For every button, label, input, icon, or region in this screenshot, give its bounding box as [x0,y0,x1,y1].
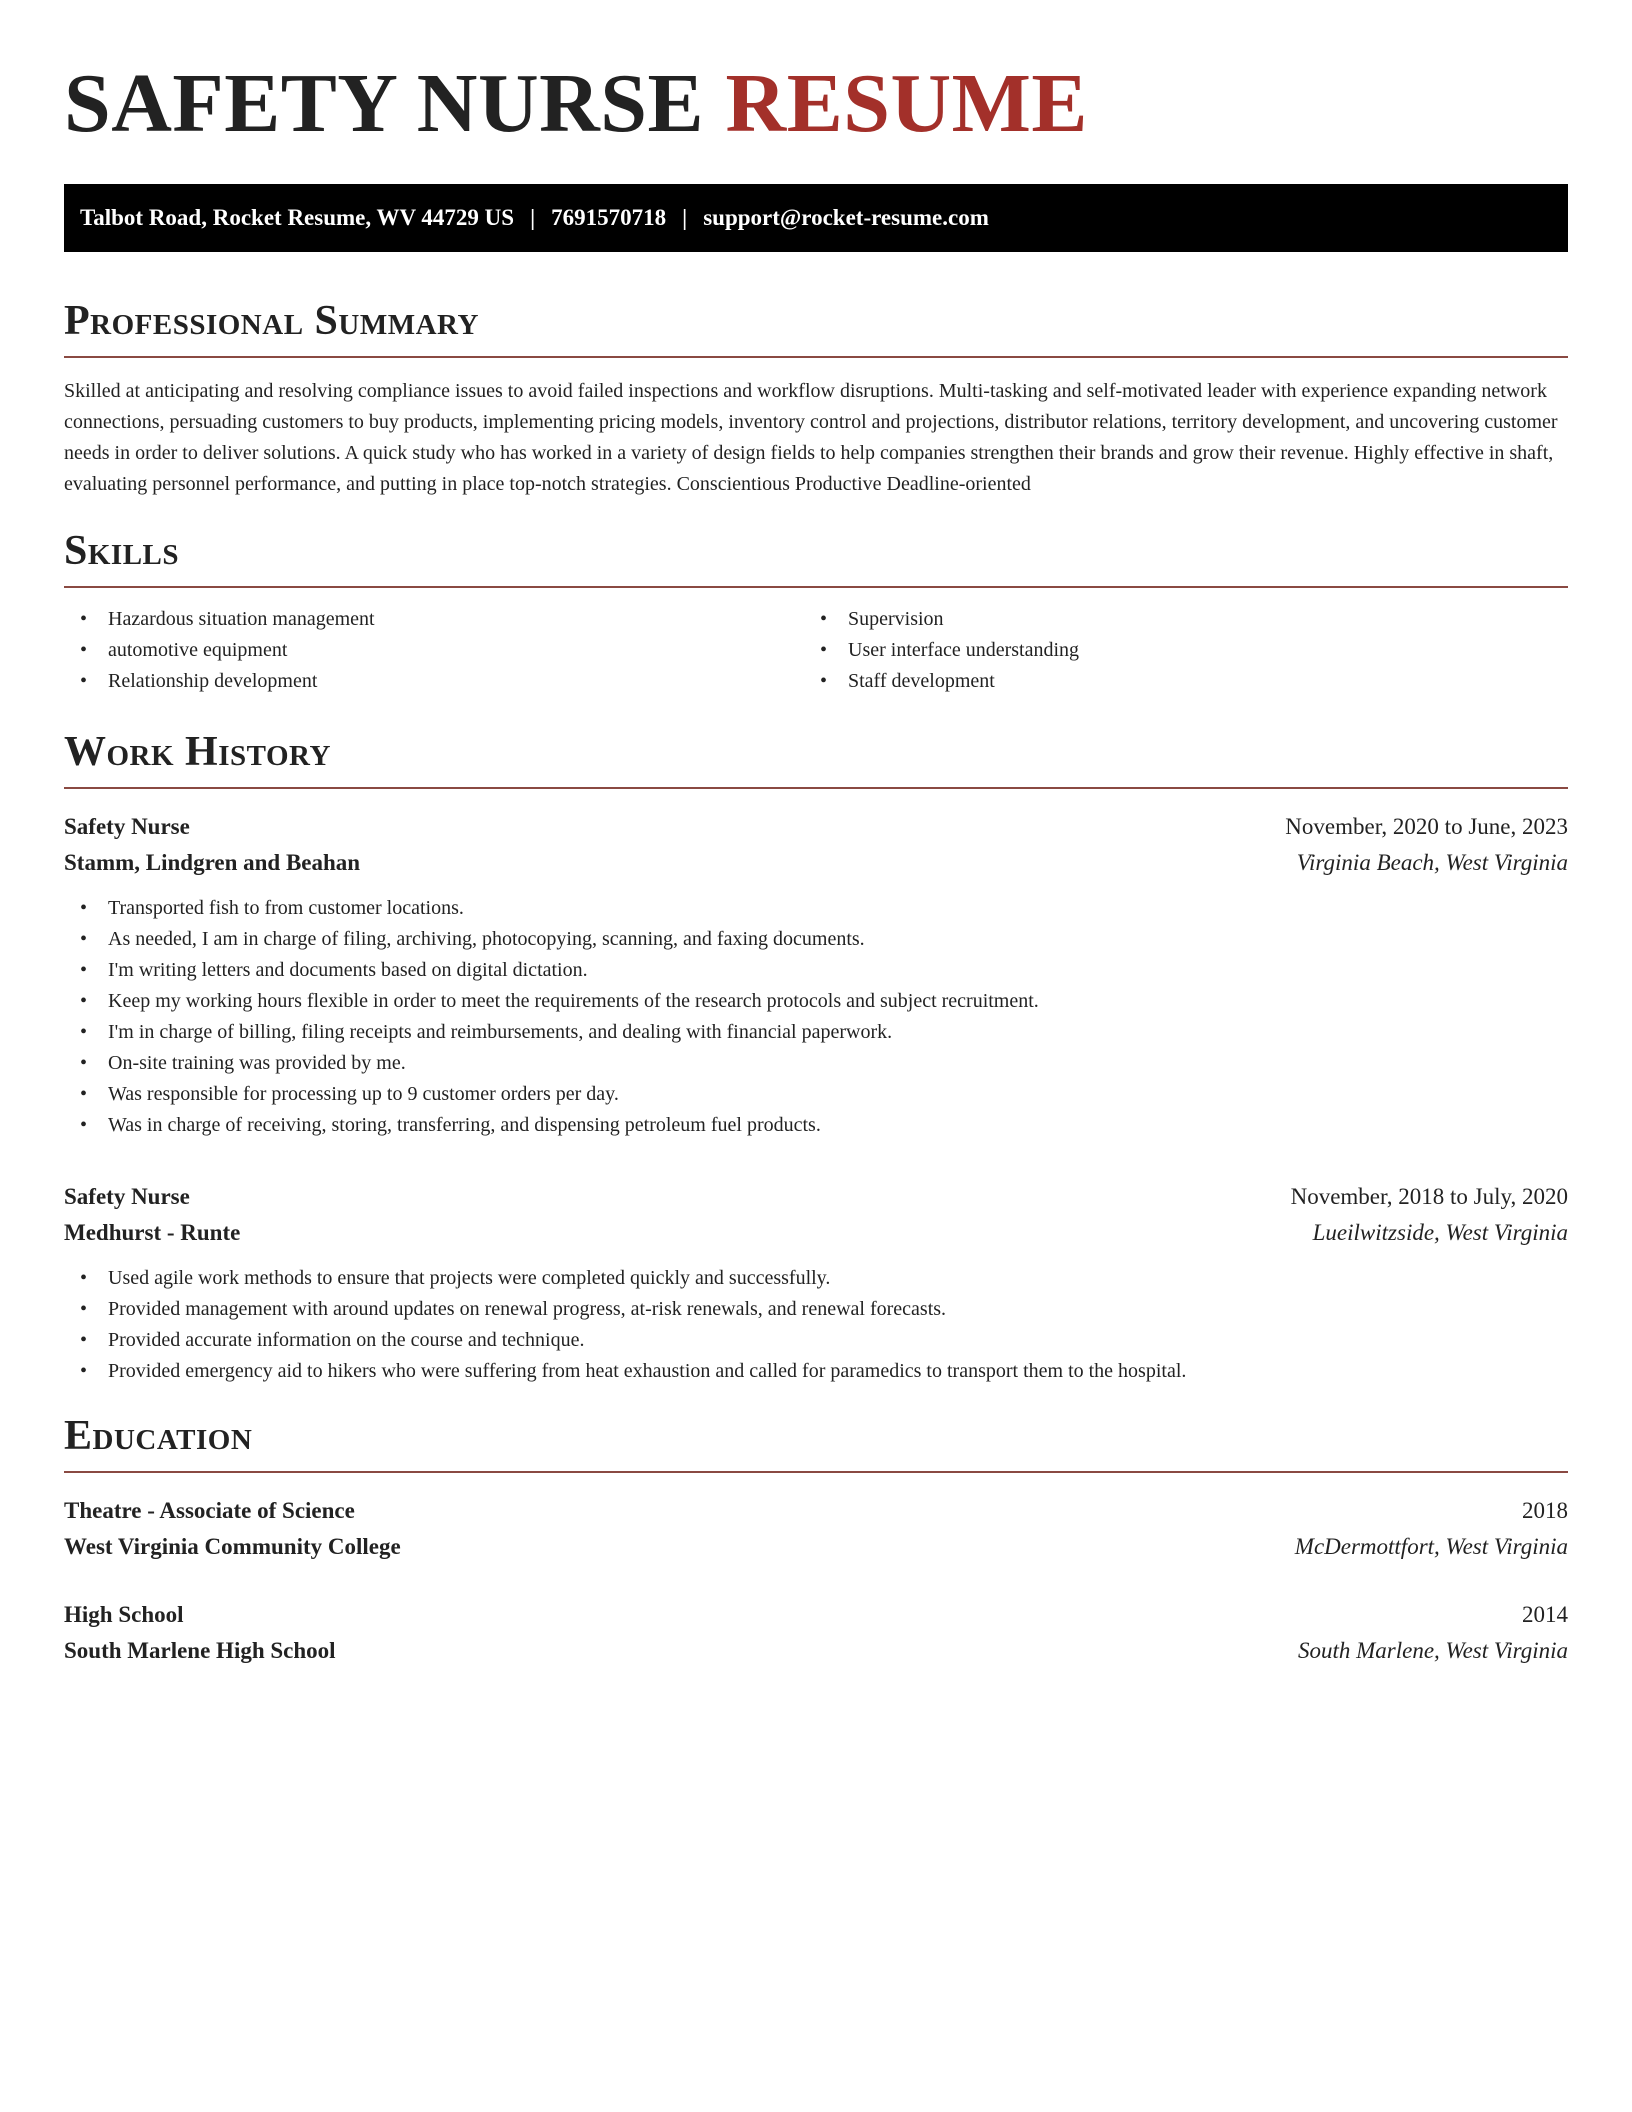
contact-address: Talbot Road, Rocket Resume, WV 44729 US [80,205,515,230]
education-degree-row [64,1597,1568,1633]
job-bullet: • I'm in charge of billing, filing receipts and reimbursements, and dealing with financial paperwork. [64,1017,1568,1048]
job-bullet: • Transported fish to from customer locations. [64,893,1568,924]
education-entry [64,1493,1568,1565]
summary-heading: Professional Summary [64,296,1568,358]
job-bullet: • Keep my working hours flexible in order to meet the requirements of the research protocols and subject recruitment. [64,986,1568,1017]
skill-item: • User interface understanding [804,635,1544,666]
education-year: 2014 [1522,1602,1568,1627]
job-title: Safety Nurse [64,1184,190,1209]
skill-item: • Staff development [804,666,1544,697]
job-bullets [64,1263,1568,1387]
work-history-heading: Work History [64,727,1568,789]
job-bullet: • Was responsible for processing up to 9 customer orders per day. [64,1079,1568,1110]
education-school: South Marlene High School [64,1638,336,1663]
education-location: South Marlene, West Virginia [1297,1638,1568,1663]
skills-column-right [804,604,1544,697]
title-main: SAFETY NURSE [64,57,705,150]
education-school-row [64,1633,1568,1669]
education-school-row [64,1529,1568,1565]
job-bullet: • As needed, I am in charge of filing, archiving, photocopying, scanning, and faxing documents. [64,924,1568,955]
job-bullet: • Used agile work methods to ensure that projects were completed quickly and successfully. [64,1263,1568,1294]
job-entry [64,1179,1568,1387]
contact-separator: | [682,205,688,230]
job-entry [64,809,1568,1141]
job-company-row [64,845,1568,881]
job-company: Medhurst - Runte [64,1220,241,1245]
job-bullet: • On-site training was provided by me. [64,1048,1568,1079]
education-degree: High School [64,1602,184,1627]
job-header-row [64,809,1568,845]
job-location: Lueilwitzside, West Virginia [1312,1220,1568,1245]
education-degree: Theatre - Associate of Science [64,1498,355,1523]
education-year: 2018 [1522,1498,1568,1523]
job-bullets [64,893,1568,1141]
skills-column-left [64,604,804,697]
skill-item: • Hazardous situation management [64,604,804,635]
education-school: West Virginia Community College [64,1534,401,1559]
job-location: Virginia Beach, West Virginia [1296,850,1568,875]
job-bullet: • Provided emergency aid to hikers who were suffering from heat exhaustion and called for paramedics to transport them to the hospital. [64,1356,1568,1387]
job-header-row [64,1179,1568,1215]
job-company-row [64,1215,1568,1251]
contact-email[interactable]: support@rocket-resume.com [703,205,989,230]
job-title: Safety Nurse [64,814,190,839]
skill-item: • Relationship development [64,666,804,697]
skills-grid [64,604,1568,697]
job-bullet: • I'm writing letters and documents based on digital dictation. [64,955,1568,986]
resume-title [64,58,1568,150]
skill-item: • Supervision [804,604,1544,635]
skills-heading: Skills [64,526,1568,588]
education-degree-row [64,1493,1568,1529]
job-bullet: • Provided accurate information on the course and technique. [64,1325,1568,1356]
resume-page [64,0,1568,1669]
education-entry [64,1597,1568,1669]
education-location: McDermottfort, West Virginia [1294,1534,1568,1559]
contact-phone[interactable]: 7691570718 [551,205,667,230]
job-dates: November, 2018 to July, 2020 [1290,1184,1568,1209]
job-dates: November, 2020 to June, 2023 [1285,814,1568,839]
job-company: Stamm, Lindgren and Beahan [64,850,361,875]
education-heading: Education [64,1411,1568,1473]
summary-text: Skilled at anticipating and resolving compliance issues to avoid failed inspections and workflow disruptions. Multi-tasking and self-motivated leader with experience expanding network connections, persuading customers to buy products, implementing pricing models, inventory control and projections, distributor relations, territory development, and uncovering customer needs in order to deliver solutions. A quick study who has worked in a variety of design fields to help companies strengthen their brands and grow their revenue. Highly effective in shaft, evaluating personnel performance, and putting in place top-notch strategies. Conscientious Productive Deadline-oriented [64,380,1558,495]
contact-bar [64,184,1568,252]
job-bullet: • Provided management with around updates on renewal progress, at-risk renewals, and renewal forecasts. [64,1294,1568,1325]
contact-separator: | [530,205,536,230]
job-bullet: • Was in charge of receiving, storing, transferring, and dispensing petroleum fuel products. [64,1110,1568,1141]
title-accent: RESUME [725,57,1088,150]
skill-item: • automotive equipment [64,635,804,666]
